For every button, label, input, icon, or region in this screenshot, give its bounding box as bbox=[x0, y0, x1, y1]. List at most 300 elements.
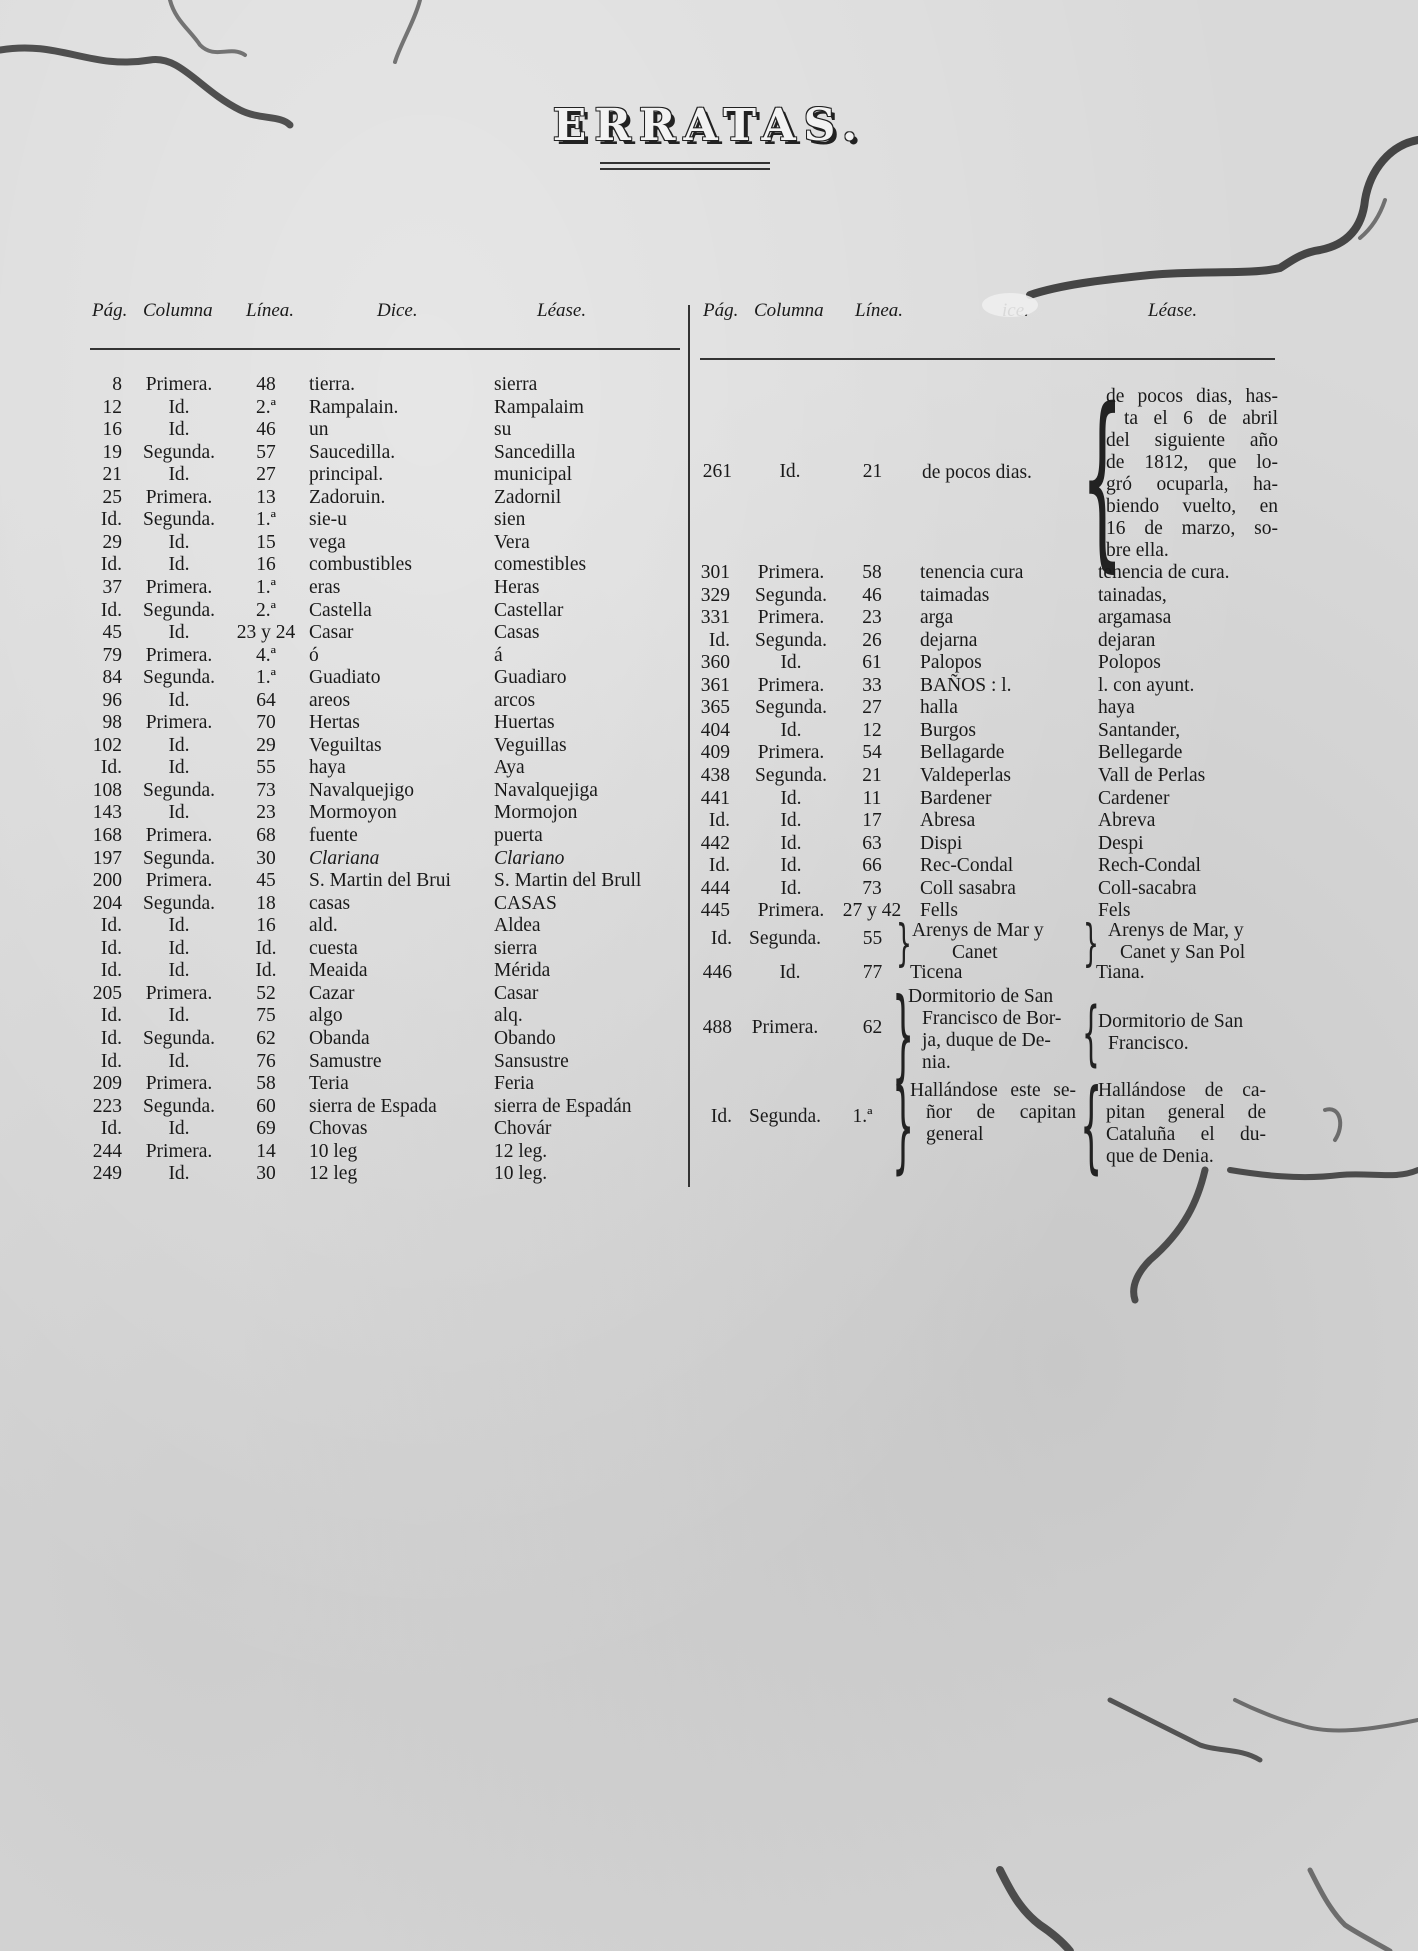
cell-linea: 73 bbox=[862, 877, 882, 899]
cell-dice: arga bbox=[920, 607, 954, 629]
cell-lease: dejaran bbox=[1098, 629, 1156, 651]
cell-columna: Primera. bbox=[757, 742, 825, 764]
cell-dice: Coll sasabra bbox=[920, 877, 1016, 899]
cell-linea: 12 bbox=[862, 719, 882, 741]
cell-dice: Casar bbox=[309, 622, 354, 644]
cell-linea: 16 bbox=[256, 554, 276, 576]
cell-lease: Chovár bbox=[494, 1118, 552, 1140]
cell-linea: 1.ª bbox=[852, 1106, 873, 1127]
cell-pag: 98 bbox=[102, 712, 122, 734]
cell-columna: Primera. bbox=[145, 374, 213, 395]
cell-linea: 64 bbox=[256, 689, 276, 711]
cell-pag: 360 bbox=[700, 652, 730, 674]
cell-lease: Guadiaro bbox=[494, 667, 567, 689]
cell-dice: BAÑOS : l. bbox=[920, 674, 1012, 696]
cell-lease: argamasa bbox=[1098, 607, 1172, 629]
cell-dice: de pocos dias. bbox=[922, 462, 1032, 483]
cell-columna: Primera. bbox=[751, 1017, 819, 1038]
cell-pag: Id. bbox=[708, 810, 730, 832]
header-pag-right: Pág. bbox=[703, 300, 739, 321]
cell-linea: 52 bbox=[256, 982, 276, 1004]
text-line: biendo vuelto, en bbox=[1106, 496, 1278, 517]
cell-columna: Segunda. bbox=[754, 764, 828, 786]
cell-pag: 441 bbox=[700, 787, 730, 809]
cell-columna: Id. bbox=[168, 915, 190, 937]
cell-columna: Primera. bbox=[145, 982, 213, 1004]
cell-lease: Rech-Condal bbox=[1098, 855, 1201, 877]
cell-pag: 84 bbox=[102, 667, 122, 689]
cell-dice: Navalquejigo bbox=[309, 779, 415, 801]
cell-pag: 204 bbox=[92, 892, 122, 914]
cell-linea: 54 bbox=[862, 742, 882, 764]
text-line: Canet y San Pol bbox=[1120, 942, 1246, 963]
cell-pag: Id. bbox=[100, 554, 122, 576]
cell-columna: Segunda. bbox=[754, 697, 828, 719]
cell-pag: Id. bbox=[100, 757, 122, 779]
cell-linea: 68 bbox=[256, 825, 276, 846]
header-pag-left: Pág. bbox=[92, 300, 128, 321]
cell-dice: Meaida bbox=[309, 960, 368, 982]
cell-linea: 1.ª bbox=[255, 509, 276, 531]
cell-pag: 200 bbox=[92, 870, 122, 892]
cell-linea: 75 bbox=[256, 1005, 276, 1027]
cell-lease: Sansustre bbox=[494, 1050, 569, 1072]
cell-linea: 1.ª bbox=[255, 576, 276, 598]
cell-pag: Id. bbox=[100, 509, 122, 531]
cell-pag: 108 bbox=[92, 779, 122, 801]
cell-columna: Id. bbox=[780, 787, 802, 809]
cell-pag: 12 bbox=[102, 396, 122, 418]
cell-lease: 12 leg. bbox=[494, 1140, 548, 1162]
cell-dice: haya bbox=[309, 757, 346, 779]
cell-columna: Id. bbox=[779, 461, 801, 482]
cell-dice: Obanda bbox=[309, 1027, 370, 1049]
cell-linea: 4.ª bbox=[255, 644, 276, 666]
cell-dice: Ticena bbox=[910, 962, 963, 983]
header-linea-left: Línea. bbox=[246, 300, 295, 321]
cell-lease: Vera bbox=[494, 531, 530, 553]
text-line: bre ella. bbox=[1106, 540, 1169, 561]
cell-linea: 14 bbox=[256, 1140, 276, 1162]
cell-columna: Id. bbox=[168, 1005, 190, 1027]
cell-lease: haya bbox=[1098, 697, 1135, 719]
cell-pag: Id. bbox=[100, 1027, 122, 1049]
crack-top-left-branch bbox=[170, 0, 245, 55]
cell-pag: Id. bbox=[100, 915, 122, 937]
brace-left-488: { bbox=[1082, 992, 1100, 1074]
cell-linea: 61 bbox=[862, 652, 882, 674]
cell-linea: 77 bbox=[862, 962, 883, 983]
cell-dice: dejarna bbox=[920, 629, 978, 651]
cell-dice: S. Martin del Brui bbox=[309, 870, 451, 892]
cell-dice: Burgos bbox=[920, 719, 976, 741]
cell-lease: Cardener bbox=[1098, 787, 1170, 809]
cell-lease: Huertas bbox=[494, 712, 555, 734]
cell-lease: Castellar bbox=[494, 599, 564, 621]
cell-dice: sie-u bbox=[309, 509, 347, 531]
cell-columna: Id. bbox=[168, 1050, 190, 1072]
crack-bottom-right bbox=[1110, 1700, 1260, 1760]
text-line: Francisco. bbox=[1108, 1033, 1189, 1054]
cell-lease: municipal bbox=[494, 464, 572, 486]
cell-columna: Id. bbox=[168, 689, 190, 711]
cell-pag: 209 bbox=[92, 1073, 122, 1095]
brace-right-55: } bbox=[896, 914, 912, 972]
cell-linea: 23 y 24 bbox=[236, 622, 296, 644]
cell-lease: CASAS bbox=[494, 892, 557, 914]
cell-linea: 58 bbox=[862, 562, 882, 583]
cell-dice: Guadiato bbox=[309, 667, 381, 689]
cell-lease: Clariano bbox=[494, 847, 565, 869]
cell-dice: 10 leg bbox=[309, 1140, 358, 1162]
crack-top-left bbox=[0, 48, 290, 125]
cell-columna: Segunda. bbox=[142, 667, 216, 689]
cell-dice: tierra. bbox=[309, 374, 356, 395]
cell-lease: 10 leg. bbox=[494, 1163, 548, 1185]
cell-columna: Segunda. bbox=[748, 1106, 822, 1127]
cell-linea: 15 bbox=[256, 531, 276, 553]
cell-dice: eras bbox=[309, 576, 341, 598]
cell-dice: Fells bbox=[920, 900, 958, 922]
cell-dice: Rampalain. bbox=[309, 396, 399, 418]
text-line: ñor de capitan bbox=[926, 1102, 1076, 1123]
cell-dice: Clariana bbox=[309, 847, 380, 869]
cell-dice: tenencia cura bbox=[920, 562, 1024, 583]
cell-columna: Id. bbox=[780, 719, 802, 741]
cell-linea: Id. bbox=[255, 960, 277, 982]
cell-columna: Id. bbox=[168, 419, 190, 441]
cell-linea: 23 bbox=[862, 607, 882, 629]
cell-lease: arcos bbox=[494, 689, 536, 711]
cell-linea: Id. bbox=[255, 937, 277, 959]
text-line: Dormitorio de San bbox=[1098, 1011, 1244, 1032]
header-dice-left: Dice. bbox=[377, 300, 418, 321]
cell-lease: Bellegarde bbox=[1098, 742, 1183, 764]
cell-columna: Primera. bbox=[145, 644, 213, 666]
cell-pag: 21 bbox=[102, 464, 122, 486]
cell-lease: Sancedilla bbox=[494, 441, 576, 463]
cell-pag: 244 bbox=[92, 1140, 122, 1162]
header-columna-left: Columna bbox=[143, 300, 213, 321]
cell-lease: tenencia de cura. bbox=[1098, 562, 1230, 583]
text-line: ta el 6 de abril bbox=[1124, 408, 1278, 429]
cell-columna: Segunda. bbox=[754, 584, 828, 606]
cell-pag: Id. bbox=[708, 855, 730, 877]
cell-dice: Zadoruin. bbox=[309, 486, 386, 508]
cell-pag: 249 bbox=[92, 1163, 122, 1185]
cell-pag: 8 bbox=[112, 374, 122, 395]
cell-lease: Vall de Perlas bbox=[1098, 764, 1206, 786]
cell-columna: Id. bbox=[168, 464, 190, 486]
cell-dice: Veguiltas bbox=[309, 734, 382, 756]
cell-pag: Id. bbox=[100, 937, 122, 959]
cell-pag: 143 bbox=[92, 802, 122, 824]
page-title: ERRATAS. bbox=[552, 100, 866, 151]
cell-columna: Id. bbox=[780, 877, 802, 899]
cell-linea: 30 bbox=[256, 847, 276, 869]
cell-linea: 48 bbox=[256, 374, 276, 395]
cell-pag: 19 bbox=[102, 441, 122, 463]
cell-pag: 329 bbox=[700, 584, 730, 606]
text-line: del siguiente año bbox=[1106, 430, 1278, 451]
cell-dice: Mormoyon bbox=[309, 802, 397, 824]
cell-lease: sierra de Espadán bbox=[494, 1095, 632, 1117]
cell-dice: Bellagarde bbox=[920, 742, 1005, 764]
cell-columna: Segunda. bbox=[142, 1027, 216, 1049]
cell-dice: vega bbox=[309, 531, 346, 553]
cell-dice: algo bbox=[309, 1005, 343, 1027]
cell-pag: Id. bbox=[710, 1106, 732, 1127]
cell-columna: Id. bbox=[168, 960, 190, 982]
cell-linea: 63 bbox=[862, 832, 882, 854]
cell-lease: tainadas, bbox=[1098, 584, 1167, 606]
cell-columna: Id. bbox=[780, 855, 802, 877]
cell-lease: l. con ayunt. bbox=[1098, 674, 1195, 696]
cell-lease: puerta bbox=[494, 825, 543, 846]
cell-linea: 62 bbox=[862, 1017, 883, 1038]
cell-pag: Id. bbox=[100, 960, 122, 982]
header-lease-left: Léase. bbox=[537, 300, 587, 321]
cell-columna: Segunda. bbox=[142, 509, 216, 531]
cell-pag: Id. bbox=[100, 1050, 122, 1072]
cell-linea: 60 bbox=[256, 1095, 276, 1117]
cell-pag: 331 bbox=[700, 607, 730, 629]
cell-lease: su bbox=[494, 419, 512, 441]
text-line: gró ocuparla, ha- bbox=[1106, 474, 1278, 495]
cell-linea: 76 bbox=[256, 1050, 276, 1072]
cell-columna: Primera. bbox=[757, 900, 825, 922]
cell-linea: 21 bbox=[862, 461, 883, 482]
crack-right-mid-vertical bbox=[1134, 1170, 1205, 1300]
cell-dice: Abresa bbox=[920, 810, 976, 832]
cell-dice: Teria bbox=[309, 1073, 349, 1095]
brace-right-55b: } bbox=[1083, 914, 1099, 972]
cell-linea: 62 bbox=[256, 1027, 276, 1049]
cell-lease: Aya bbox=[494, 757, 525, 779]
cell-pag: 442 bbox=[700, 832, 730, 854]
cell-linea: 27 bbox=[862, 697, 882, 719]
cell-linea: 26 bbox=[862, 629, 882, 651]
paper-stain bbox=[982, 293, 1038, 317]
cell-columna: Id. bbox=[168, 1118, 190, 1140]
cell-pag: 361 bbox=[700, 674, 730, 696]
cell-lease: alq. bbox=[494, 1005, 523, 1027]
cell-pag: 79 bbox=[102, 644, 122, 666]
cell-linea: 2.ª bbox=[255, 599, 276, 621]
cell-columna: Id. bbox=[168, 734, 190, 756]
brace-right-1a: } bbox=[892, 1067, 915, 1184]
cell-dice: 12 leg bbox=[309, 1163, 358, 1185]
cell-columna: Segunda. bbox=[142, 1095, 216, 1117]
cell-pag: 25 bbox=[102, 486, 122, 508]
text-line: Arenys de Mar y bbox=[912, 920, 1044, 941]
cell-linea: 55 bbox=[256, 757, 276, 779]
cell-pag: Id. bbox=[100, 1005, 122, 1027]
cell-columna: Segunda. bbox=[142, 599, 216, 621]
cell-columna: Segunda. bbox=[142, 441, 216, 463]
crack-bottom-2 bbox=[1310, 1870, 1390, 1951]
cell-pag: 168 bbox=[92, 825, 122, 846]
cell-columna: Primera. bbox=[145, 486, 213, 508]
header-linea-right: Línea. bbox=[855, 300, 904, 321]
text-line: ja, duque de De- bbox=[922, 1030, 1051, 1051]
cell-columna: Segunda. bbox=[142, 892, 216, 914]
cell-columna: Primera. bbox=[145, 1140, 213, 1162]
cell-lease: comestibles bbox=[494, 554, 587, 576]
cell-lease: Fels bbox=[1098, 900, 1131, 922]
cell-linea: 17 bbox=[862, 810, 882, 832]
cell-columna: Primera. bbox=[145, 576, 213, 598]
cell-linea: 57 bbox=[256, 441, 276, 463]
cell-lease: á bbox=[494, 644, 503, 666]
cell-columna: Id. bbox=[168, 396, 190, 418]
cell-linea: 2.ª bbox=[255, 396, 276, 418]
cell-columna: Primera. bbox=[757, 562, 825, 583]
cell-lease: Aldea bbox=[494, 915, 541, 937]
text-line: general bbox=[926, 1124, 984, 1145]
text-line: Dormitorio de San bbox=[908, 986, 1054, 1007]
text-line: Hallándose este se- bbox=[910, 1080, 1076, 1101]
cell-lease: Casas bbox=[494, 622, 540, 644]
crack-right-mid bbox=[1230, 1170, 1418, 1177]
cell-dice: cuesta bbox=[309, 937, 358, 959]
cell-pag: 29 bbox=[102, 531, 122, 553]
cell-linea: 29 bbox=[256, 734, 276, 756]
cell-lease: Mormojon bbox=[494, 802, 578, 824]
cell-lease: Mérida bbox=[494, 960, 551, 982]
crack-right-upper bbox=[1030, 140, 1418, 295]
cell-dice: ald. bbox=[309, 915, 338, 937]
cell-linea: 18 bbox=[256, 892, 276, 914]
cell-pag: 102 bbox=[92, 734, 122, 756]
cell-columna: Segunda. bbox=[142, 847, 216, 869]
cell-lease: Navalquejiga bbox=[494, 779, 598, 801]
cell-pag: Id. bbox=[710, 928, 732, 949]
cell-columna: Id. bbox=[779, 962, 801, 983]
text-line: Arenys de Mar, y bbox=[1108, 920, 1244, 941]
cell-linea: 21 bbox=[862, 764, 882, 786]
cell-columna: Id. bbox=[780, 832, 802, 854]
cell-pag: 446 bbox=[702, 962, 732, 983]
cell-columna: Id. bbox=[168, 531, 190, 553]
cell-columna: Primera. bbox=[145, 712, 213, 734]
cell-lease: Rampalaim bbox=[494, 396, 584, 418]
cell-lease: Polopos bbox=[1098, 652, 1161, 674]
cell-pag: 409 bbox=[700, 742, 730, 764]
cell-dice: Saucedilla. bbox=[309, 441, 396, 463]
cell-columna: Primera. bbox=[145, 870, 213, 892]
text-line: pitan general de bbox=[1106, 1102, 1266, 1123]
cell-columna: Primera. bbox=[145, 825, 213, 846]
cell-columna: Segunda. bbox=[142, 779, 216, 801]
cell-pag: 197 bbox=[92, 847, 122, 869]
cell-linea: 1.ª bbox=[255, 667, 276, 689]
cell-pag: 444 bbox=[700, 877, 730, 899]
cell-dice: Palopos bbox=[920, 652, 982, 674]
brace-left-1a: { bbox=[1080, 1067, 1103, 1184]
crack-top-mid bbox=[395, 0, 420, 62]
cell-linea: 46 bbox=[862, 584, 882, 606]
cell-pag: 301 bbox=[700, 562, 730, 583]
cell-lease: Zadornil bbox=[494, 486, 562, 508]
cell-linea: 33 bbox=[862, 674, 882, 696]
text-line: nia. bbox=[922, 1052, 951, 1073]
cell-columna: Primera. bbox=[757, 607, 825, 629]
crack-bottom bbox=[1000, 1870, 1070, 1951]
cell-dice: Castella bbox=[309, 599, 372, 621]
cell-pag: 365 bbox=[700, 697, 730, 719]
cell-pag: 261 bbox=[702, 461, 732, 482]
cell-lease: Santander, bbox=[1098, 719, 1181, 741]
cell-linea: 27 bbox=[256, 464, 276, 486]
cell-columna: Primera. bbox=[145, 1073, 213, 1095]
cell-pag: 404 bbox=[700, 719, 730, 741]
cell-lease: S. Martin del Brull bbox=[494, 870, 642, 892]
cell-columna: Id. bbox=[168, 622, 190, 644]
crack-bottom-right-2 bbox=[1235, 1700, 1418, 1730]
header-columna-right: Columna bbox=[754, 300, 824, 321]
cell-dice: halla bbox=[920, 697, 958, 719]
cell-dice: Rec-Condal bbox=[920, 855, 1014, 877]
cell-columna: Id. bbox=[168, 554, 190, 576]
brace-right-488: } bbox=[892, 976, 915, 1093]
cell-columna: Segunda. bbox=[748, 928, 822, 949]
cell-linea: 30 bbox=[256, 1163, 276, 1185]
cell-linea: 73 bbox=[256, 779, 276, 801]
cell-linea: 70 bbox=[256, 712, 276, 734]
cell-columna: Id. bbox=[780, 810, 802, 832]
cell-dice: un bbox=[309, 419, 329, 441]
cell-pag: Id. bbox=[708, 629, 730, 651]
cell-pag: 488 bbox=[702, 1017, 732, 1038]
cell-linea: 55 bbox=[862, 928, 883, 949]
header-lease-right: Léase. bbox=[1148, 300, 1198, 321]
cell-lease: sierra bbox=[494, 374, 538, 395]
cell-columna: Segunda. bbox=[754, 629, 828, 651]
text-line: de pocos dias, has- bbox=[1106, 386, 1278, 407]
cell-dice: Chovas bbox=[309, 1118, 368, 1140]
cell-dice: combustibles bbox=[309, 554, 412, 576]
crack-right-mid-hook bbox=[1325, 1109, 1340, 1140]
cell-lease: Feria bbox=[494, 1073, 535, 1095]
text-line: Francisco de Bor- bbox=[922, 1008, 1062, 1029]
cell-columna: Id. bbox=[780, 652, 802, 674]
cell-lease: Coll-sacabra bbox=[1098, 877, 1197, 899]
cell-dice: sierra de Espada bbox=[309, 1095, 437, 1117]
brace-left-261: { bbox=[1081, 368, 1124, 589]
cell-dice: Hertas bbox=[309, 712, 360, 734]
cell-linea: 45 bbox=[256, 870, 276, 892]
text-line: que de Denia. bbox=[1106, 1146, 1214, 1167]
cell-lease: Heras bbox=[494, 576, 540, 598]
cell-pag: 37 bbox=[102, 576, 122, 598]
cell-lease: Casar bbox=[494, 982, 539, 1004]
cell-dice: ó bbox=[309, 644, 319, 666]
cell-pag: Id. bbox=[100, 1118, 122, 1140]
cell-linea: 66 bbox=[862, 855, 882, 877]
cell-dice: Cazar bbox=[309, 982, 355, 1004]
cell-dice: principal. bbox=[309, 464, 384, 486]
cell-linea: 27 y 42 bbox=[842, 900, 902, 922]
cell-lease: Obando bbox=[494, 1027, 556, 1049]
cell-linea: 46 bbox=[256, 419, 276, 441]
cell-linea: 58 bbox=[256, 1073, 276, 1095]
cell-linea: 23 bbox=[256, 802, 276, 824]
cell-columna: Id. bbox=[168, 757, 190, 779]
cell-dice: areos bbox=[309, 689, 351, 711]
cell-columna: Id. bbox=[168, 937, 190, 959]
cell-lease: Tiana. bbox=[1096, 962, 1145, 983]
